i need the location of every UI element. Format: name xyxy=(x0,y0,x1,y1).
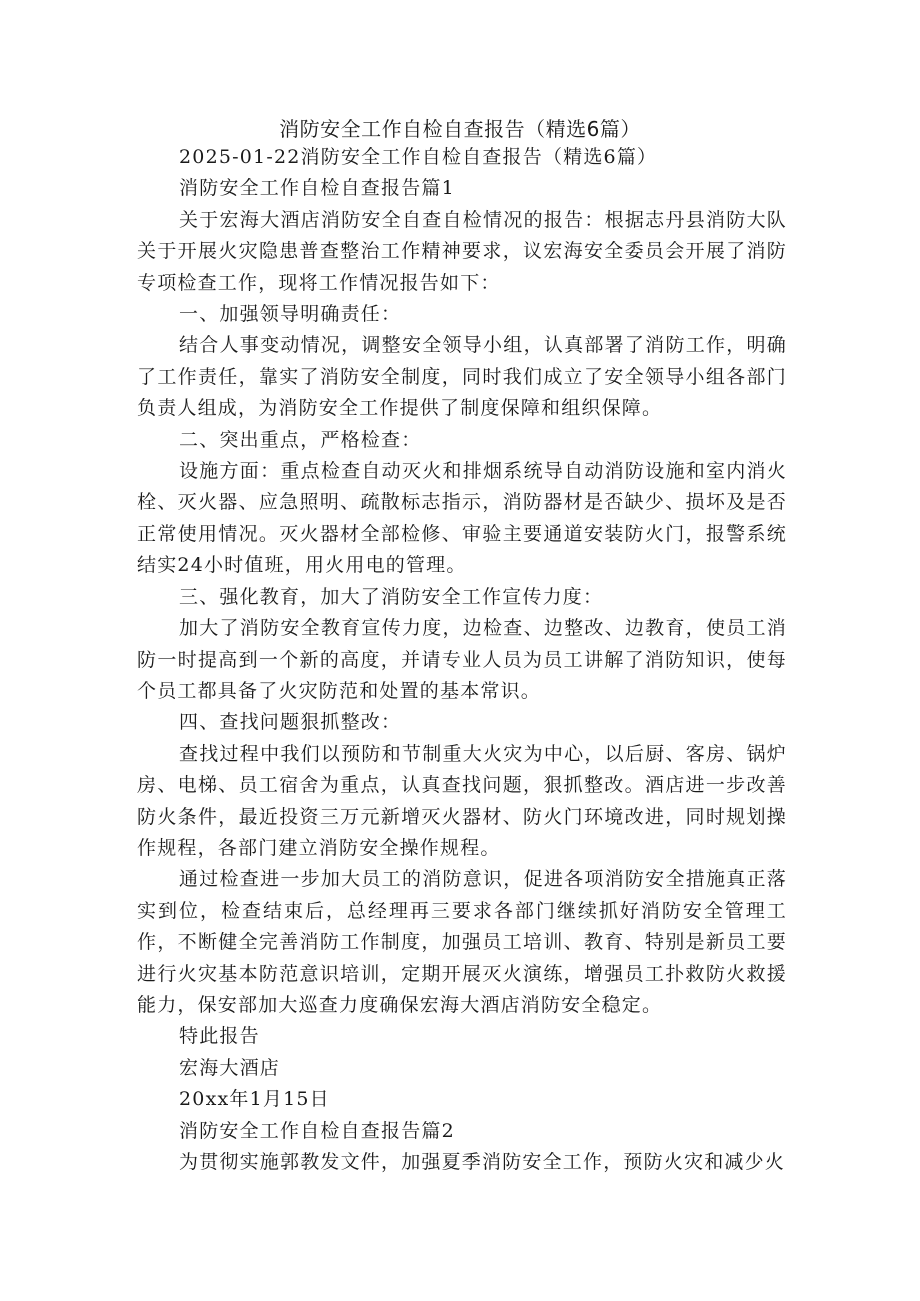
paragraph: 通过检查进一步加大员工的消防意识，促进各项消防安全措施真正落实到位，检查结束后，总经理再三要求各部门继续抓好消防安全管理工作，不断健全完善消防工作制度，加强员工培训、教育、特别是新员工要进行火灾基本防范意识培训，定期开展灭火演练，增强员工扑救防火救援能力，保安部加大巡查力度确保宏海大酒店消防安全稳定。 xyxy=(137,868,787,1016)
document-body xyxy=(137,142,787,1178)
paragraph: 结合人事变动情况，调整安全领导小组，认真部署了消防工作，明确了工作责任，靠实了消防安全制度，同时我们成立了安全领导小组各部门负责人组成，为消防安全工作提供了制度保障和组织保障。 xyxy=(137,334,787,420)
paragraph: 关于宏海大酒店消防安全自查自检情况的报告：根据志丹县消防大队关于开展火灾隐患普查整治工作精神要求，议宏海安全委员会开展了消防专项检查工作，现将工作情况报告如下： xyxy=(137,208,787,294)
paragraph: 加大了消防安全教育宣传力度，边检查、边整改、边教育，使员工消防一时提高到一个新的高度，并请专业人员为员工讲解了消防知识，使每个员工都具备了火灾防范和处置的基本常识。 xyxy=(137,617,787,702)
paragraph: 为贯彻实施郭教发文件，加强夏季消防安全工作，预防火灾和减少火 xyxy=(179,1151,786,1173)
paragraph: 查找过程中我们以预防和节制重大火灾为中心，以后厨、客房、锅炉房、电梯、员工宿舍为重点，认真查找问题，狠抓整改。酒店进一步改善防火条件，最近投资三万元新增灭火器材、防火门环境改进，同时规划操作规程，各部门建立消防安全操作规程。 xyxy=(137,742,787,859)
closing-line: 特此报告 xyxy=(179,1025,260,1048)
paragraph: 设施方面：重点检查自动灭火和排烟系统导自动消防设施和室内消火栓、灭火器、应急照明、疏散标志指示，消防器材是否缺少、损坏及是否正常使用情况。灭火器材全部检修、审验主要通道安装防火门，报警系统结实24小时值班，用火用电的管理。 xyxy=(137,460,787,577)
section-heading: 消防安全工作自检自查报告篇2 xyxy=(179,1119,455,1142)
subheading: 二、突出重点，严格检查： xyxy=(179,428,422,451)
subheading: 四、查找问题狠抓整改： xyxy=(179,711,402,734)
signature-organization: 宏海大酒店 xyxy=(179,1056,281,1079)
subheading: 三、强化教育，加大了消防安全工作宣传力度： xyxy=(179,585,604,608)
document-title: 消防安全工作自检自查报告（精选6篇） xyxy=(279,117,641,141)
signature-date: 20xx年1月15日 xyxy=(179,1088,330,1111)
subheading: 一、加强领导明确责任： xyxy=(179,303,402,326)
date-line: 2025-01-22消防安全工作自检自查报告（精选6篇） xyxy=(179,146,658,168)
section-heading: 消防安全工作自检自查报告篇1 xyxy=(179,177,455,200)
